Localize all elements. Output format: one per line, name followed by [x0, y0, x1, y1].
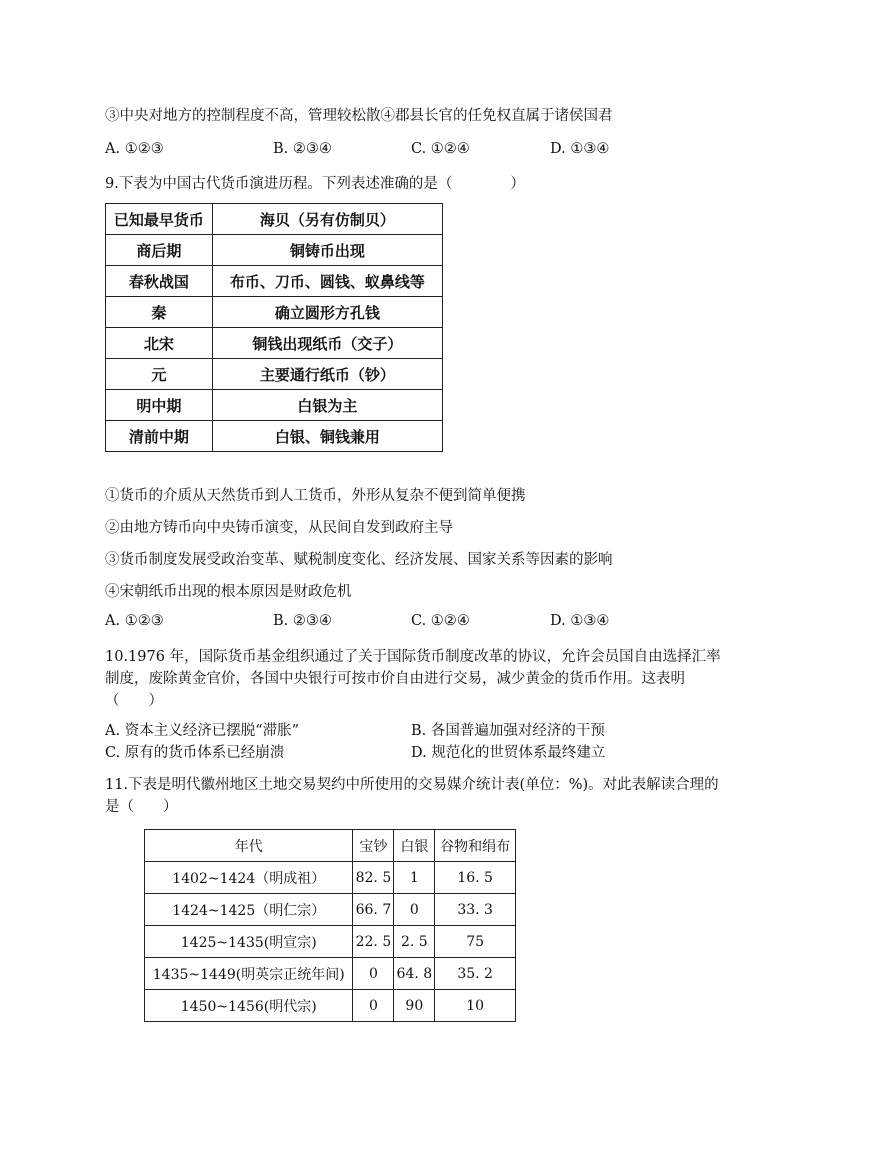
percent-cell: 10	[435, 990, 516, 1022]
period-cell: 清前中期	[106, 421, 213, 452]
column-header: 宝钞	[353, 830, 394, 862]
percent-cell: 82. 5	[353, 862, 394, 894]
percent-cell: 16. 5	[435, 862, 516, 894]
table-row	[106, 421, 443, 452]
table-row	[106, 359, 443, 390]
percent-cell: 1	[394, 862, 435, 894]
period-cell: 商后期	[106, 235, 213, 266]
percent-cell: 22. 5	[353, 926, 394, 958]
q11-media-table	[144, 829, 516, 1022]
table-row	[106, 204, 443, 235]
table-header-row	[145, 830, 516, 862]
percent-cell: 33. 3	[435, 894, 516, 926]
percent-cell: 64. 8	[394, 958, 435, 990]
q8-statement-line: ③中央对地方的控制程度不高，管理较松散④郡县长官的任免权直属于诸侯国君	[105, 108, 613, 124]
percent-cell: 35. 2	[435, 958, 516, 990]
q9-statement-4: ④宋朝纸币出现的根本原因是财政危机	[105, 584, 352, 600]
percent-cell: 0	[353, 958, 394, 990]
q9-option-b[interactable]: B. ②③④	[273, 613, 332, 629]
column-header: 白银	[394, 830, 435, 862]
column-header: 谷物和绢布	[435, 830, 516, 862]
q10-option-d[interactable]: D. 规范化的世贸体系最终建立	[411, 745, 606, 761]
percent-cell: 2. 5	[394, 926, 435, 958]
period-cell: 春秋战国	[106, 266, 213, 297]
q9-stem: 9.下表为中国古代货币演进历程。下列表述准确的是（ ）	[105, 176, 525, 192]
percent-cell: 66. 7	[353, 894, 394, 926]
period-cell: 秦	[106, 297, 213, 328]
q9-currency-table	[105, 203, 443, 452]
q9-option-a[interactable]: A. ①②③	[105, 613, 164, 629]
table-row	[145, 894, 516, 926]
era-cell: 1425~1435(明宣宗)	[145, 926, 353, 958]
table-row	[106, 235, 443, 266]
table-row	[145, 862, 516, 894]
period-cell: 北宋	[106, 328, 213, 359]
currency-cell: 白银为主	[212, 390, 442, 421]
q9-statement-3: ③货币制度发展受政治变革、赋税制度变化、经济发展、国家关系等因素的影响	[105, 552, 613, 568]
q10-option-a[interactable]: A. 资本主义经济已摆脱“滞胀”	[105, 723, 300, 739]
table-row	[106, 390, 443, 421]
q9-statement-1: ①货币的介质从天然货币到人工货币，外形从复杂不便到简单便携	[105, 488, 526, 504]
currency-cell: 布币、刀币、圆钱、蚁鼻线等	[212, 266, 442, 297]
percent-cell: 0	[394, 894, 435, 926]
q9-option-d[interactable]: D. ①③④	[550, 613, 610, 629]
q8-option-a[interactable]: A. ①②③	[105, 141, 164, 157]
q10-stem-line1: 10.1976 年，国际货币基金组织通过了关于国际货币制度改革的协议，允许会员国自由选择汇率	[105, 649, 721, 665]
q9-option-c[interactable]: C. ①②④	[411, 613, 470, 629]
q11-stem-line2: 是（ ）	[105, 799, 178, 815]
table-row	[145, 958, 516, 990]
period-cell: 明中期	[106, 390, 213, 421]
q11-stem-line1: 11.下表是明代徽州地区土地交易契约中所使用的交易媒介统计表(单位：%)。对此表解读合理的	[105, 777, 719, 793]
currency-cell: 确立圆形方孔钱	[212, 297, 442, 328]
q10-stem-line2: 制度，废除黄金官价，各国中央银行可按市价自由进行交易，减少黄金的货币作用。这表明	[105, 671, 685, 687]
currency-cell: 白银、铜钱兼用	[212, 421, 442, 452]
q10-option-c[interactable]: C. 原有的货币体系已经崩溃	[105, 745, 285, 761]
table-row	[106, 266, 443, 297]
era-cell: 1450~1456(明代宗)	[145, 990, 353, 1022]
column-header: 年代	[145, 830, 353, 862]
q8-option-b[interactable]: B. ②③④	[273, 141, 332, 157]
era-cell: 1424~1425（明仁宗）	[145, 894, 353, 926]
currency-cell: 铜钱出现纸币（交子）	[212, 328, 442, 359]
table-row	[106, 297, 443, 328]
q9-statement-2: ②由地方铸币向中央铸币演变，从民间自发到政府主导	[105, 520, 453, 536]
era-cell: 1402~1424（明成祖）	[145, 862, 353, 894]
q8-option-d[interactable]: D. ①③④	[550, 141, 610, 157]
q10-option-b[interactable]: B. 各国普遍加强对经济的干预	[411, 723, 605, 739]
currency-cell: 铜铸币出现	[212, 235, 442, 266]
percent-cell: 75	[435, 926, 516, 958]
q10-stem-line3: （ ）	[105, 693, 163, 709]
period-cell: 已知最早货币	[106, 204, 213, 235]
currency-cell: 主要通行纸币（钞）	[212, 359, 442, 390]
currency-cell: 海贝（另有仿制贝）	[212, 204, 442, 235]
q8-option-c[interactable]: C. ①②④	[411, 141, 470, 157]
table-row	[145, 990, 516, 1022]
table-row	[145, 926, 516, 958]
era-cell: 1435~1449(明英宗正统年间)	[145, 958, 353, 990]
table-row	[106, 328, 443, 359]
percent-cell: 0	[353, 990, 394, 1022]
period-cell: 元	[106, 359, 213, 390]
percent-cell: 90	[394, 990, 435, 1022]
